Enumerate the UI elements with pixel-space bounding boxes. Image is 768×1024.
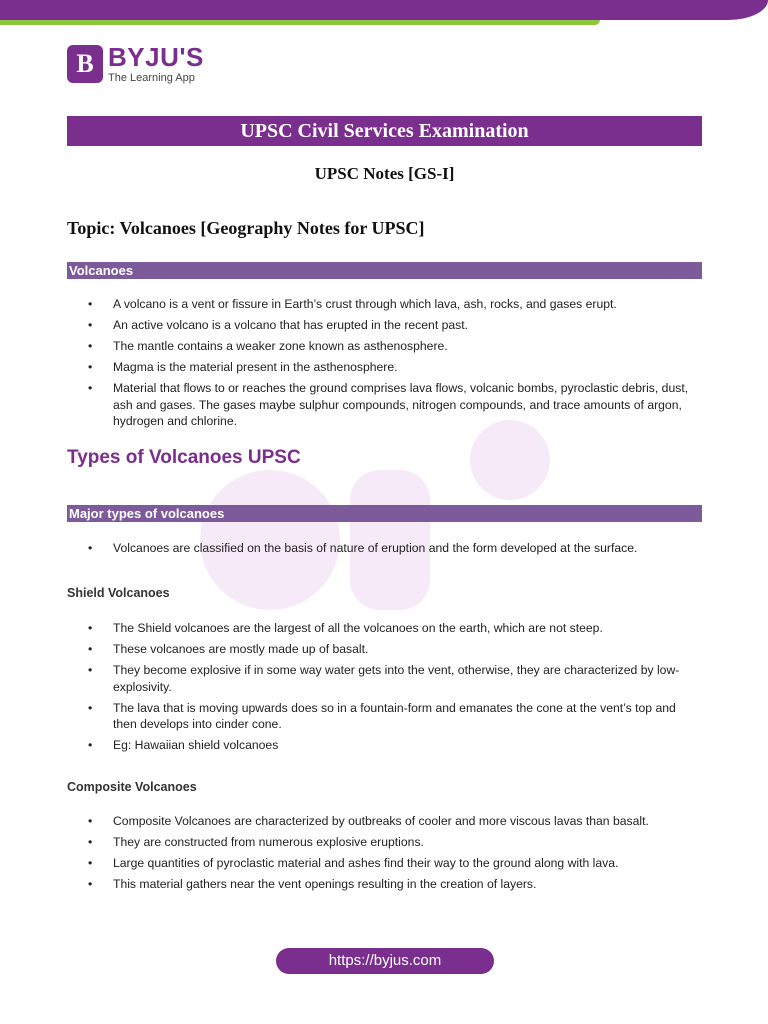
composite-bullet-list <box>88 813 702 897</box>
list-item: • The mantle contains a weaker zone known as asthenosphere. <box>88 338 702 355</box>
list-item: • A volcano is a vent or fissure in Earth’s crust through which lava, ash, rocks, and gases erupt. <box>88 296 702 313</box>
shield-bullet-list <box>88 620 702 758</box>
list-item: • Magma is the material present in the asthenosphere. <box>88 359 702 376</box>
section-heading-major-types: Major types of volcanoes <box>69 506 225 521</box>
notes-title: UPSC Notes [GS-I] <box>314 164 455 183</box>
list-item: • Volcanoes are classified on the basis of nature of eruption and the form developed at the surface. <box>88 540 702 557</box>
brand-logo-icon: B <box>67 45 103 83</box>
topic-title: Topic: Volcanoes [Geography Notes for UPSC] <box>67 218 425 238</box>
list-item: • These volcanoes are mostly made up of basalt. <box>88 641 702 658</box>
top-accent-stripe <box>0 20 600 25</box>
list-item: • The lava that is moving upwards does so in a fountain-form and emanates the cone at the vent’s top and then develops into cinder cone. <box>88 700 702 733</box>
list-item: • Eg: Hawaiian shield volcanoes <box>88 737 702 754</box>
list-item: • Composite Volcanoes are characterized by outbreaks of cooler and more viscous lavas than basalt. <box>88 813 702 830</box>
shield-volcanoes-heading: Shield Volcanoes <box>67 586 170 600</box>
list-item: • An active volcano is a volcano that has erupted in the recent past. <box>88 317 702 334</box>
section-heading-volcanoes: Volcanoes <box>69 263 134 278</box>
list-item: • They are constructed from numerous explosive eruptions. <box>88 834 702 851</box>
list-item: • Material that flows to or reaches the ground comprises lava flows, volcanic bombs, pyroclastic debris, dust, ash and gases. The gases maybe sulphur compounds, nitrogen compounds, and trace amounts of argon, hydrogen and chlorine. <box>88 380 702 430</box>
major-types-bullet-list <box>88 540 702 561</box>
section-bar-volcanoes <box>67 262 702 279</box>
brand-tagline: The Learning App <box>108 72 195 84</box>
list-item: • They become explosive if in some way water gets into the vent, otherwise, they are characterized by low-explosivity. <box>88 662 702 695</box>
composite-volcanoes-heading: Composite Volcanoes <box>67 780 197 794</box>
list-item: • This material gathers near the vent openings resulting in the creation of layers. <box>88 876 702 893</box>
list-item: • The Shield volcanoes are the largest of all the volcanoes on the earth, which are not steep. <box>88 620 702 637</box>
types-heading: Types of Volcanoes UPSC <box>67 447 301 468</box>
footer-website-link[interactable]: https://byjus.com <box>328 952 442 969</box>
list-item: • Large quantities of pyroclastic material and ashes find their way to the ground along with lava. <box>88 855 702 872</box>
brand-name: BYJU'S <box>108 42 204 72</box>
top-decorative-bar <box>0 0 768 20</box>
exam-banner-title: UPSC Civil Services Examination <box>240 120 529 142</box>
volcanoes-bullet-list <box>88 296 702 434</box>
